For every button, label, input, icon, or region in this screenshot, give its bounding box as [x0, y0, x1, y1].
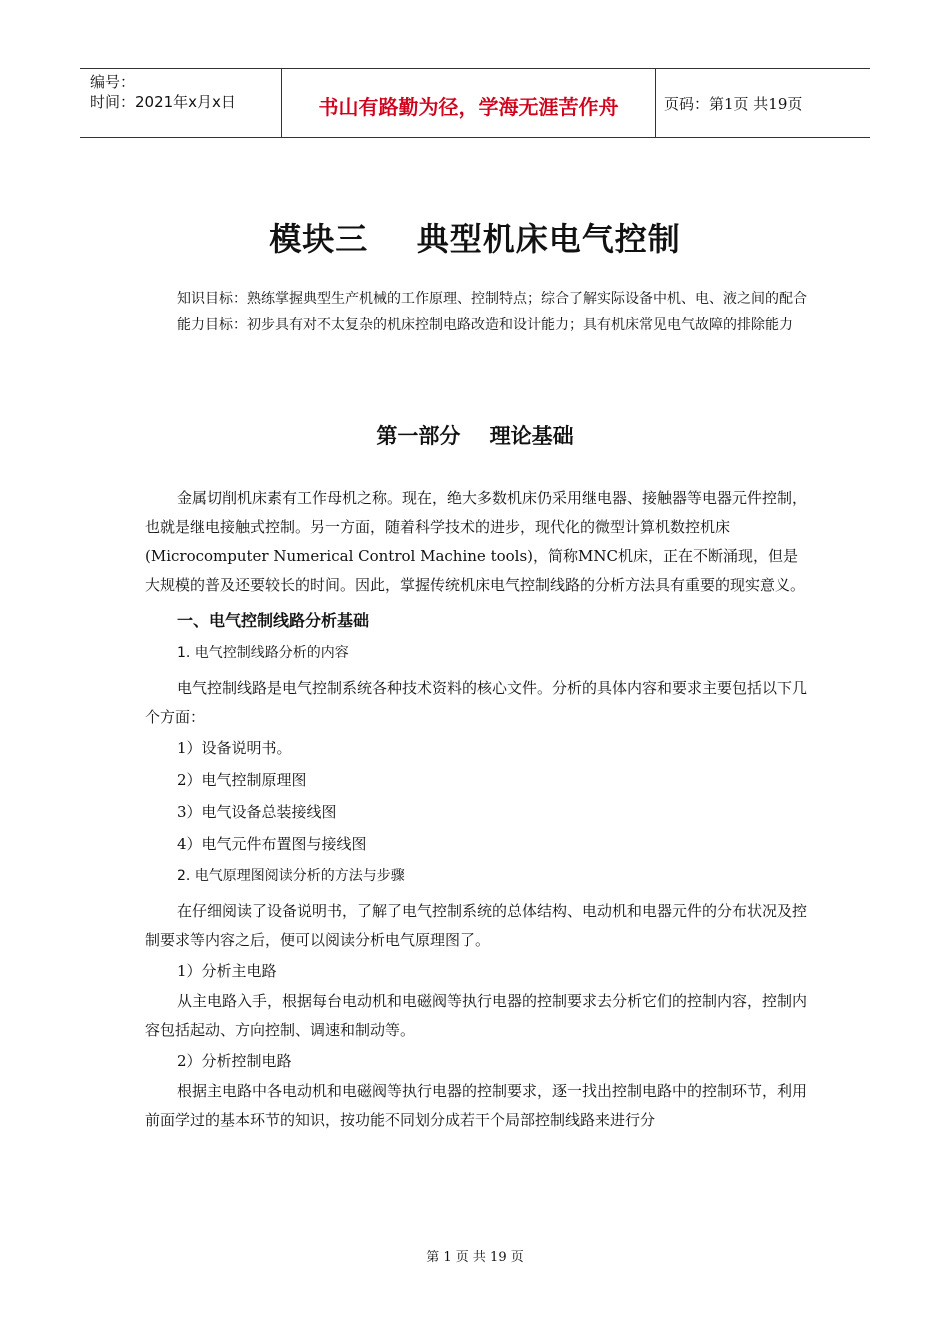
step2-label: 2）分析控制电路	[177, 1052, 292, 1070]
knowledge-objective	[145, 286, 807, 312]
knowledge-objective-text: 熟练掌握典型生产机械的工作原理、控制特点；综合了解实际设备中机、电、液之间的配合	[247, 291, 807, 307]
list-item: 4）电气元件布置图与接线图	[177, 835, 367, 853]
step2-paragraph: 根据主电路中各电动机和电磁阀等执行电器的控制要求，逐一找出控制电路中的控制环节，利用前面学过的基本环节的知识，按功能不同划分成若干个局部控制线路来进行分	[145, 1082, 808, 1129]
ability-objective	[145, 312, 807, 338]
subheading-2: 2. 电气原理图阅读分析的方法与步骤	[177, 868, 405, 884]
intro-paragraph: 金属切削机床素有工作母机之称。现在，绝大多数机床仍采用继电器、接触器等电器元件控制，也就是继电接触式控制。另一方面，随着科学技术的进步，现代化的微型计算机数控机床(Microcomputer Numerical Control Machine tools)，简称MNC机床，正在不断涌现，但是大规模的普及还要较长的时间。因此，掌握传统机床电气控制线路的分析方法具有重要的现实意义。	[145, 489, 808, 594]
document-date: 时间：2021年x月x日	[90, 93, 236, 111]
list-item: 2）电气控制原理图	[177, 771, 307, 789]
section-title: 第一部分 理论基础	[376, 424, 574, 448]
sub1-paragraph: 电气控制线路是电气控制系统各种技术资料的核心文件。分析的具体内容和要求主要包括以下几个方面：	[145, 679, 808, 726]
list-item: 1）设备说明书。	[177, 739, 292, 757]
subheading-1: 1. 电气控制线路分析的内容	[177, 645, 349, 661]
list-item: 3）电气设备总装接线图	[177, 803, 337, 821]
objectives	[145, 286, 807, 338]
sub2-paragraph: 在仔细阅读了设备说明书，了解了电气控制系统的总体结构、电动机和电器元件的分布状况及控制要求等内容之后，便可以阅读分析电气原理图了。	[145, 902, 808, 949]
page-title: 模块三 典型机床电气控制	[269, 220, 681, 258]
header-page-info: 页码：第1页 共19页	[664, 94, 803, 113]
step1-paragraph: 从主电路入手，根据每台电动机和电磁阀等执行电器的控制要求去分析它们的控制内容，控制内容包括起动、方向控制、调速和制动等。	[145, 992, 808, 1039]
heading-level-1: 一、电气控制线路分析基础	[177, 611, 370, 630]
header-table	[80, 68, 870, 138]
header-motto: 书山有路勤为径，学海无涯苦作舟	[282, 69, 656, 137]
step1-label: 1）分析主电路	[177, 962, 277, 980]
ability-objective-text: 初步具有对不太复杂的机床控制电路改造和设计能力；具有机床常见电气故障的排除能力	[247, 317, 793, 333]
header-meta	[80, 69, 282, 137]
document-number-label: 编号：	[90, 73, 136, 91]
knowledge-objective-label: 知识目标：	[177, 291, 247, 307]
ability-objective-label: 能力目标：	[177, 317, 247, 333]
main-content	[145, 484, 807, 1135]
page-footer: 第 1 页 共 19 页	[426, 1250, 524, 1265]
